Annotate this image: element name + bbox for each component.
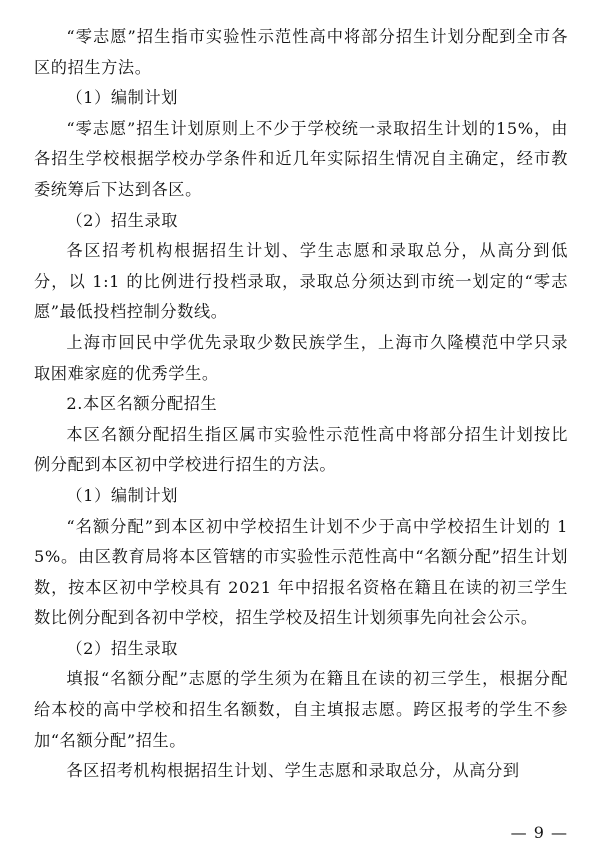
paragraph-zero-preference-definition: “零志愿”招生指市实验性示范性高中将部分招生计划分配到全市各区的招生方法。 <box>34 27 568 77</box>
paragraph-continued-admission: 各区招考机构根据招生计划、学生志愿和录取总分，从高分到 <box>66 761 520 781</box>
paragraph-special-schools: 上海市回民中学优先录取少数民族学生，上海市久隆模范中学只录取困难家庭的优秀学生。 <box>34 332 568 383</box>
document-body <box>34 22 568 787</box>
heading-admission-2: （2）招生录取 <box>66 638 179 658</box>
paragraph-district-quota-definition: 本区名额分配招生指区属市实验性示范性高中将部分招生计划按比例分配到本区初中学校进行招生的方法。 <box>34 424 568 475</box>
heading-admission-1: （2）招生录取 <box>66 210 179 230</box>
paragraph-quota-plan: “名额分配”到本区初中学校招生计划不少于高中学校招生计划的 15%。由区教育局将本区管辖的市实验性示范性高中“名额分配”招生计划数，按本区初中学校具有 2021 年中招报名资格在籍且在读的初三学生数比例分配到各初中学校，招生学校及招生计划须事先向社会公示。 <box>34 516 568 628</box>
paragraph-zero-preference-admission: 各区招考机构根据招生计划、学生志愿和录取总分，从高分到低分，以 1:1 的比例进行投档录取，录取总分须达到市统一划定的“零志愿”最低投档控制分数线。 <box>34 241 568 322</box>
heading-compile-plan-2: （1）编制计划 <box>66 485 179 505</box>
paragraph-zero-preference-plan: “零志愿”招生计划原则上不少于学校统一录取招生计划的15%，由各招生学校根据学校办学条件和近几年实际招生情况自主确定，经市教委统筹后下达到各区。 <box>34 118 568 199</box>
heading-compile-plan-1: （1）编制计划 <box>66 88 179 108</box>
heading-district-quota: 2.本区名额分配招生 <box>66 394 218 414</box>
page-number: — 9 — <box>510 823 568 842</box>
paragraph-quota-application: 填报“名额分配”志愿的学生须为在籍且在读的初三学生，根据分配给本校的高中学校和招生名额数，自主填报志愿。跨区报考的学生不参加“名额分配”招生。 <box>34 669 568 750</box>
